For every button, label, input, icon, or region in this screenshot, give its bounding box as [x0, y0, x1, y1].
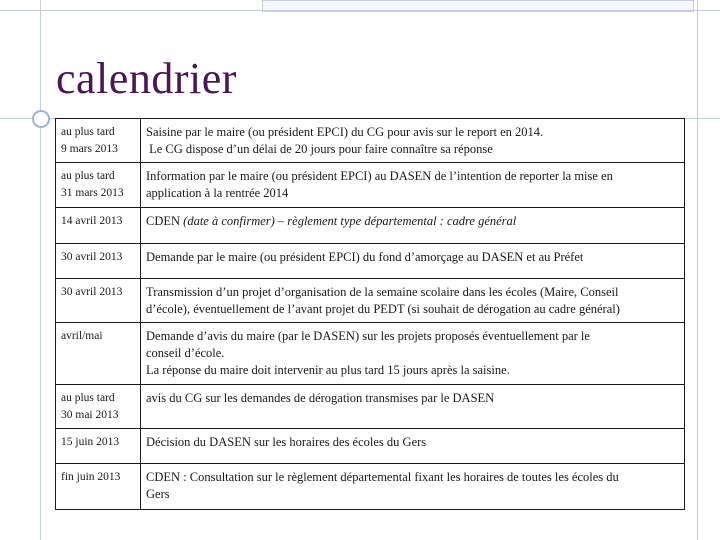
date-line: 15 juin 2013	[61, 436, 120, 448]
date-cell	[56, 279, 141, 323]
table-row	[56, 429, 685, 464]
table-row	[56, 323, 685, 385]
date-line: au plus tard	[61, 170, 115, 182]
date-cell	[56, 163, 141, 208]
description-line: Information par le maire (ou président EPCI) au DASEN de l’intention de reporter la mise en	[146, 169, 613, 183]
table-row	[56, 119, 685, 163]
decorative-circle	[32, 110, 50, 128]
date-cell	[56, 464, 141, 510]
description-cell	[141, 208, 685, 244]
description-cell	[141, 385, 685, 429]
description-line: application à la rentrée 2014	[146, 186, 289, 200]
description-line: Saisine par le maire (ou président EPCI) du CG pour avis sur le report en 2014.	[146, 125, 544, 139]
date-cell	[56, 429, 141, 464]
description-line: Transmission d’un projet d’organisation de la semaine scolaire dans les écoles (Maire, Conseil	[146, 285, 619, 299]
description-cell	[141, 119, 685, 163]
date-cell	[56, 323, 141, 385]
table-row	[56, 208, 685, 244]
date-cell	[56, 244, 141, 279]
description-line: Demande d’avis du maire (par le DASEN) sur les projets proposés éventuellement par le	[146, 329, 590, 343]
page-title: calendrier	[56, 54, 237, 103]
description-cell	[141, 244, 685, 279]
description-line: La réponse du maire doit intervenir au plus tard 15 jours après la saisine.	[146, 363, 510, 377]
description-line: Le CG dispose d’un délai de 20 jours pour faire connaître sa réponse	[146, 142, 493, 156]
description-cell	[141, 464, 685, 510]
description-line: Décision du DASEN sur les horaires des écoles du Gers	[146, 435, 427, 449]
description-prefix: CDEN	[146, 214, 184, 228]
description-line: CDEN : Consultation sur le règlement départemental fixant les horaires de toutes les écoles du	[146, 470, 619, 484]
table-row	[56, 279, 685, 323]
date-line: 30 mai 2013	[61, 409, 119, 421]
decorative-line-left	[40, 0, 41, 540]
date-line: avril/mai	[61, 330, 103, 342]
date-line: au plus tard	[61, 126, 115, 138]
date-line: fin juin 2013	[61, 471, 121, 483]
description-line: Demande par le maire (ou président EPCI) du fond d’amorçage au DASEN et au Préfet	[146, 250, 584, 264]
date-cell	[56, 385, 141, 429]
description-line: d’école), éventuellement de l’avant projet du PEDT (si souhait de dérogation au cadre général)	[146, 302, 620, 316]
description-line: conseil d’école.	[146, 346, 225, 360]
description-cell	[141, 323, 685, 385]
table-row	[56, 464, 685, 510]
description-italic: (date à confirmer) – règlement type départemental : cadre général	[183, 214, 517, 228]
date-line: 14 avril 2013	[61, 215, 123, 227]
description-cell	[141, 163, 685, 208]
date-line: 30 avril 2013	[61, 286, 123, 298]
date-line: au plus tard	[61, 392, 115, 404]
decorative-line-top	[0, 10, 720, 11]
date-line: 31 mars 2013	[61, 187, 124, 199]
decorative-line-right	[697, 0, 698, 540]
description-line: avis du CG sur les demandes de dérogation transmises par le DASEN	[146, 391, 495, 405]
date-line: 30 avril 2013	[61, 251, 123, 263]
table-row	[56, 244, 685, 279]
schedule-table	[55, 118, 685, 510]
table-row	[56, 163, 685, 208]
date-cell	[56, 119, 141, 163]
description-line: Gers	[146, 487, 170, 501]
date-line: 9 mars 2013	[61, 143, 118, 155]
description-cell	[141, 279, 685, 323]
description-cell	[141, 429, 685, 464]
table-row	[56, 385, 685, 429]
date-cell	[56, 208, 141, 244]
